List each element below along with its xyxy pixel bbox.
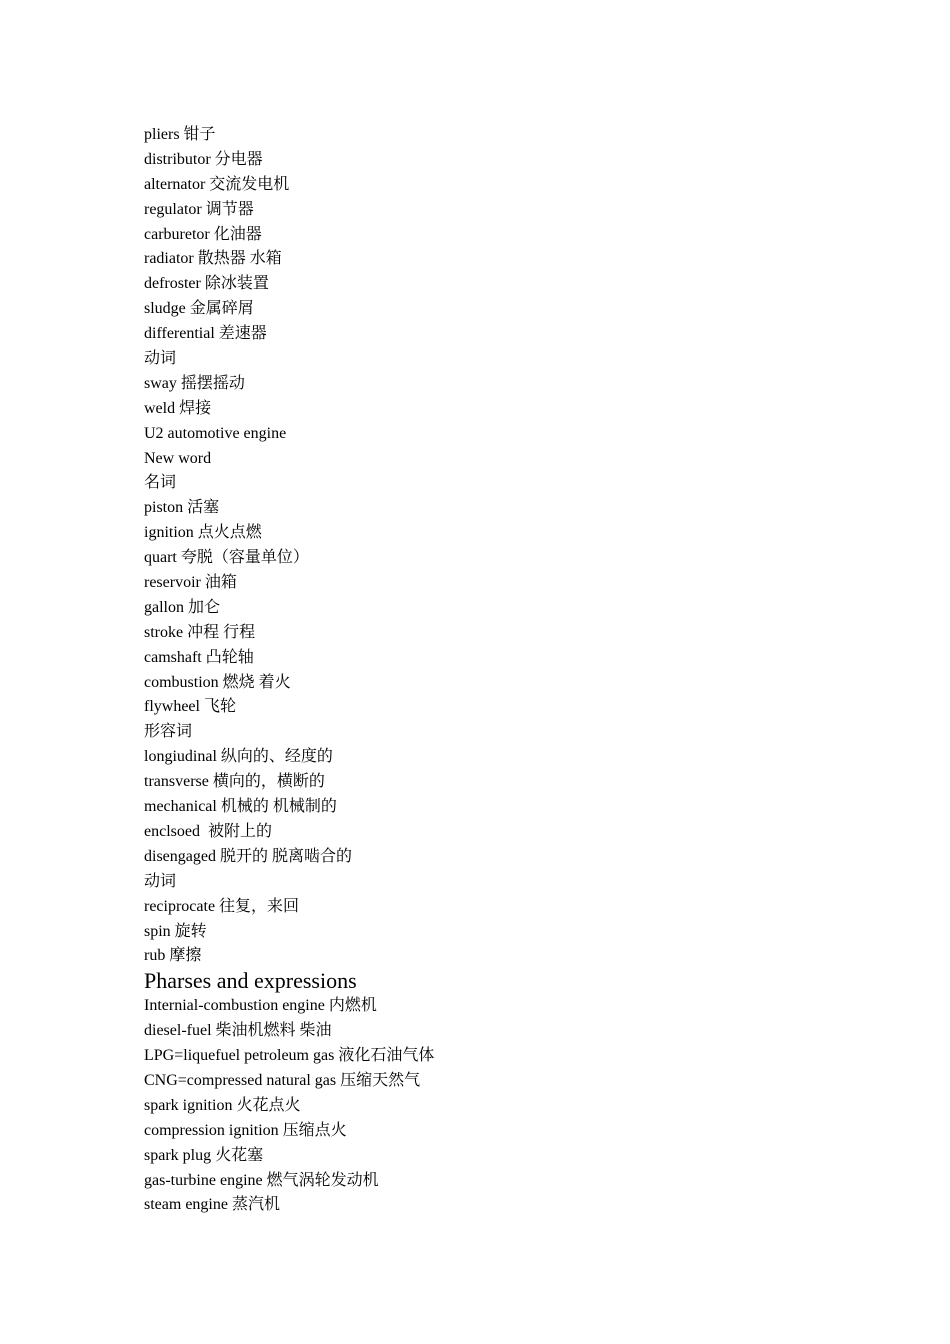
vocab-line: radiator 散热器 水箱 <box>144 250 282 268</box>
phrase-line: spark ignition 火花点火 <box>144 1096 301 1114</box>
phrase-line: CNG=compressed natural gas 压缩天然气 <box>144 1071 421 1089</box>
document-page <box>144 123 844 1218</box>
vocabulary-list <box>144 123 844 969</box>
phrase-line: Internial-combustion engine 内燃机 <box>144 997 377 1015</box>
vocab-line: sludge 金属碎屑 <box>144 300 254 318</box>
phrase-line: diesel-fuel 柴油机燃料 柴油 <box>144 1022 332 1040</box>
vocab-line: alternator 交流发电机 <box>144 175 290 193</box>
vocab-line: spin 旋转 <box>144 922 207 940</box>
vocab-line: gallon 加仑 <box>144 598 220 616</box>
vocab-line: reciprocate 往复，来回 <box>144 897 300 915</box>
category-label: 动词 <box>144 350 177 368</box>
vocab-line: reservoir 油箱 <box>144 574 237 592</box>
vocab-line: regulator 调节器 <box>144 200 254 218</box>
vocab-line: rub 摩擦 <box>144 947 202 965</box>
phrases-heading: Pharses and expressions <box>144 968 357 994</box>
vocab-line: quart 夸脱（容量单位） <box>144 549 309 567</box>
vocab-line: longiudinal 纵向的、经度的 <box>144 748 333 766</box>
vocab-line: carburetor 化油器 <box>144 225 262 243</box>
category-label: 形容词 <box>144 723 193 741</box>
vocab-line: combustion 燃烧 着火 <box>144 673 291 691</box>
phrase-line: LPG=liquefuel petroleum gas 液化石油气体 <box>144 1047 435 1065</box>
vocab-line: differential 差速器 <box>144 325 267 343</box>
phrase-line: steam engine 蒸汽机 <box>144 1196 280 1214</box>
vocab-line: piston 活塞 <box>144 499 220 517</box>
vocab-line: transverse 横向的，横断的 <box>144 773 325 791</box>
vocab-line: defroster 除冰装置 <box>144 275 269 293</box>
vocab-line: disengaged 脱开的 脱离啮合的 <box>144 847 352 865</box>
category-label: 名词 <box>144 474 177 492</box>
vocab-line: weld 焊接 <box>144 399 212 417</box>
category-label: 动词 <box>144 872 177 890</box>
unit-title: U2 automotive engine <box>144 424 287 442</box>
vocab-line: pliers 钳子 <box>144 126 216 143</box>
vocab-line: enclsoed 被附上的 <box>144 822 272 840</box>
vocab-line: flywheel 飞轮 <box>144 698 236 716</box>
phrase-line: compression ignition 压缩点火 <box>144 1121 347 1139</box>
vocab-line: camshaft 凸轮轴 <box>144 648 254 666</box>
section-label: New word <box>144 449 212 467</box>
vocab-line: ignition 点火点燃 <box>144 524 262 542</box>
phrase-line: gas-turbine engine 燃气涡轮发动机 <box>144 1171 379 1189</box>
vocab-line: distributor 分电器 <box>144 150 263 168</box>
phrases-list <box>144 994 844 1218</box>
phrase-line: spark plug 火花塞 <box>144 1146 264 1164</box>
vocab-line: sway 摇摆摇动 <box>144 374 245 392</box>
vocab-line: stroke 冲程 行程 <box>144 623 256 641</box>
vocab-line: mechanical 机械的 机械制的 <box>144 798 337 816</box>
